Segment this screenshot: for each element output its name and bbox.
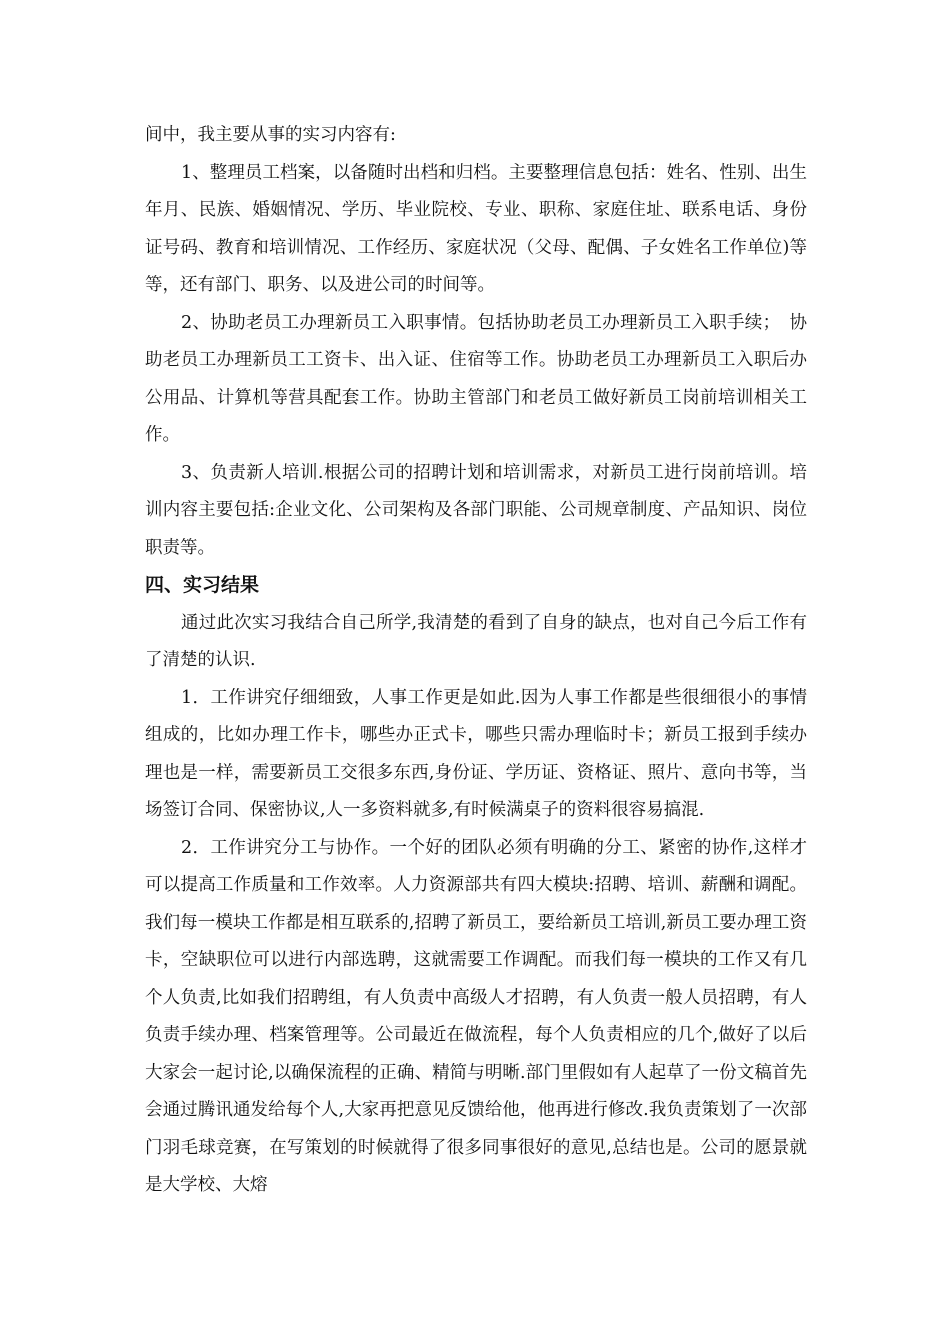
paragraph-intro: 间中，我主要从事的实习内容有: xyxy=(145,125,396,145)
paragraph-result-2: 2．工作讲究分工与协作。一个好的团队必须有明确的分工、紧密的协作,这样才可以提高工作质量和工作效率。人力资源部共有四大模块:招聘、培训、薪酬和调配。我们每一模块工作都是相互联系的,招聘了新员工，要给新员工培训,新员工要办理工资卡，空缺职位可以进行内部选聘，这就需要工作调配。而我们每一模块的工作又有几个人负责,比如我们招聘组，有人负责中高级人才招聘，有人负责一般人员招聘，有人负责手续办理、档案管理等。公司最近在做流程，每个人负责相应的几个,做好了以后大家会一起讨论,以确保流程的正确、精简与明晰.部门里假如有人起草了一份文稿首先会通过腾讯通发给每个人,大家再把意见反馈给他，他再进行修改.我负责策划了一次部门羽毛球竞赛，在写策划的时候就得了很多同事很好的意见,总结也是。公司的愿景就是大学校、大熔 xyxy=(145,837,807,1195)
paragraph-results-intro: 通过此次实习我结合自己所学,我清楚的看到了自身的缺点，也对自己今后工作有了清楚的认识. xyxy=(145,612,807,670)
paragraph-item-3: 3、负责新人培训.根据公司的招聘计划和培训需求，对新员工进行岗前培训。培训内容主要包括:企业文化、公司架构及各部门职能、公司规章制度、产品知识、岗位职责等。 xyxy=(145,462,807,558)
section-heading-results: 四、实习结果 xyxy=(145,574,260,596)
document-body xyxy=(145,117,807,1205)
paragraph-result-1: 1．工作讲究仔细细致，人事工作更是如此.因为人事工作都是些很细很小的事情组成的，比如办理工作卡，哪些办正式卡，哪些只需办理临时卡；新员工报到手续办理也是一样，需要新员工交很多东西,身份证、学历证、资格证、照片、意向书等，当场签订合同、保密协议,人一多资料就多,有时候满桌子的资料很容易搞混. xyxy=(145,687,807,820)
paragraph-item-2: 2、协助老员工办理新员工入职事情。包括协助老员工办理新员工入职手续； 协助老员工办理新员工工资卡、出入证、住宿等工作。协助老员工办理新员工入职后办公用品、计算机等营具配套工作。协助主管部门和老员工做好新员工岗前培训相关工作。 xyxy=(145,312,807,445)
paragraph-item-1: 1、整理员工档案，以备随时出档和归档。主要整理信息包括：姓名、性别、出生年月、民族、婚姻情况、学历、毕业院校、专业、职称、家庭住址、联系电话、身份证号码、教育和培训情况、工作经历、家庭状况（父母、配偶、子女姓名工作单位)等等，还有部门、职务、以及进公司的时间等。 xyxy=(145,162,807,295)
